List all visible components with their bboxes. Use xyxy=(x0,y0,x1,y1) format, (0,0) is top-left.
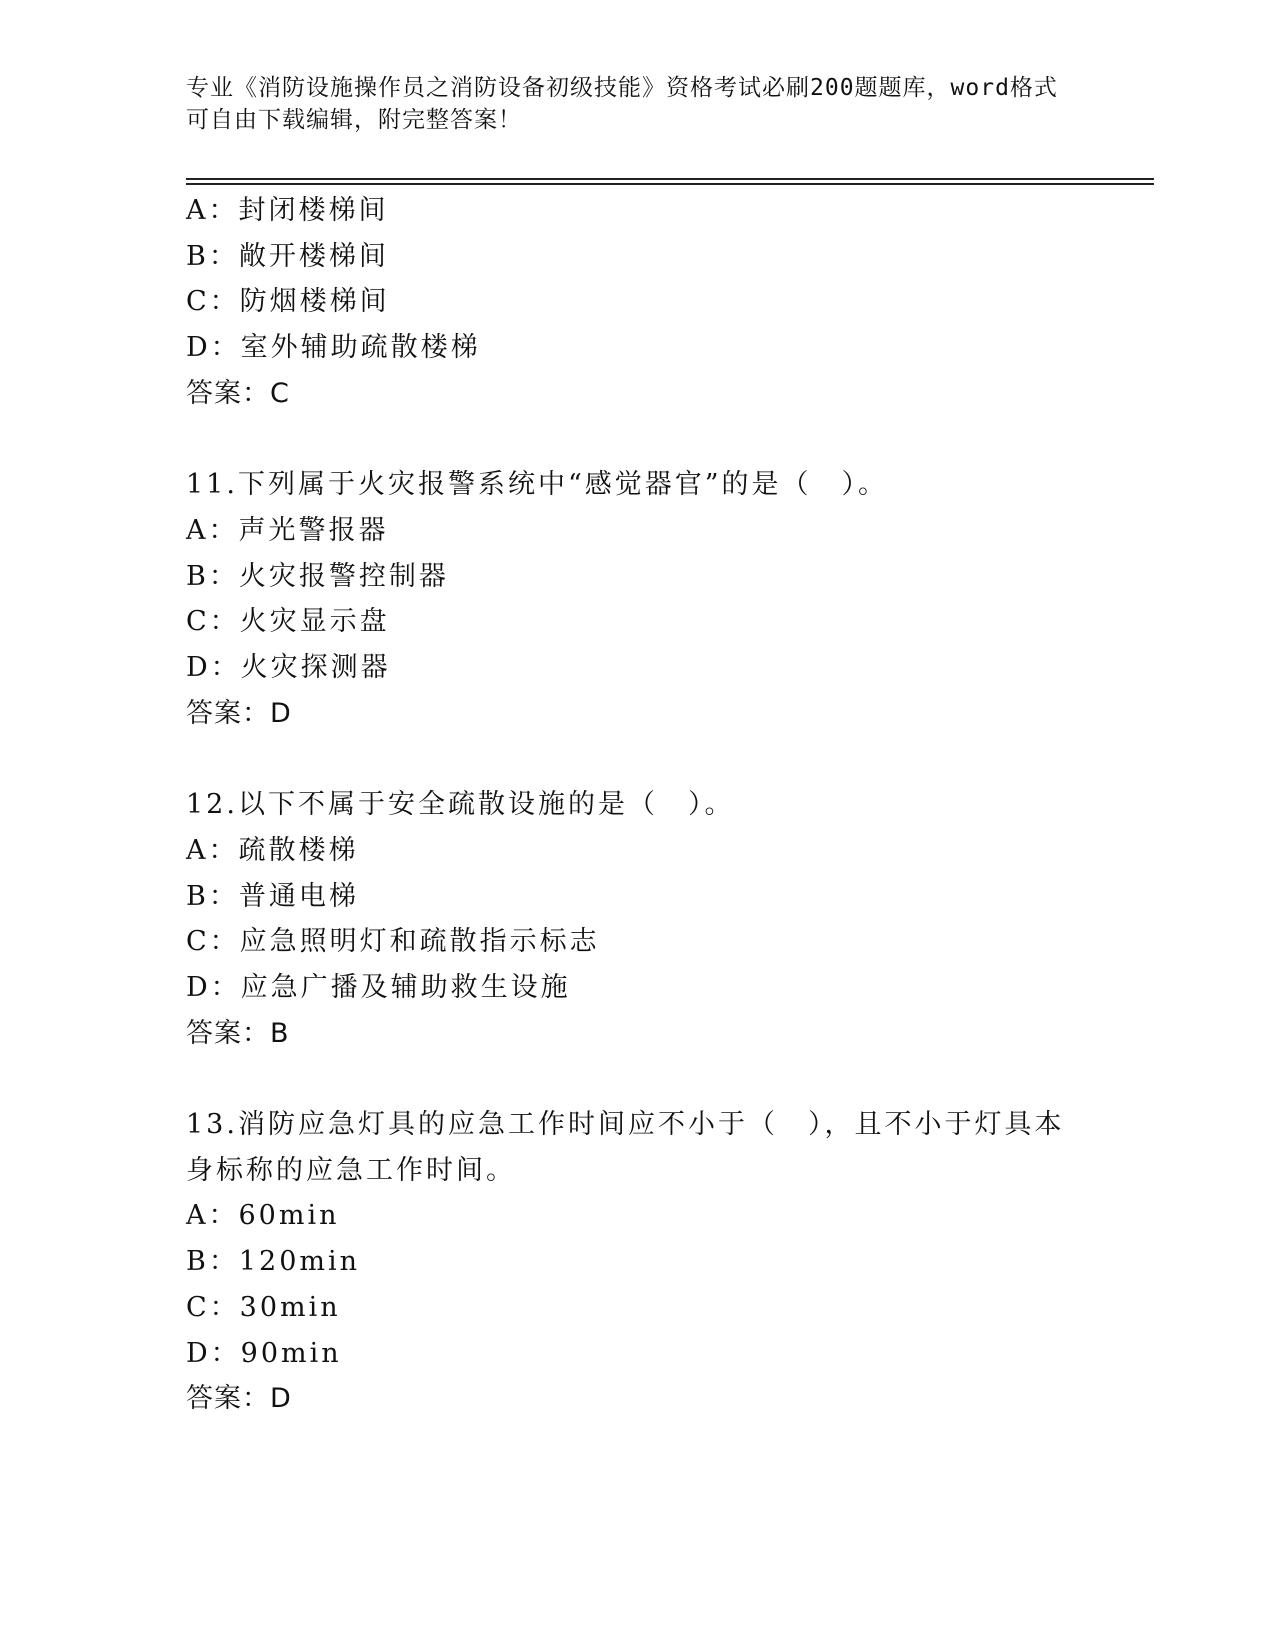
option-text: 封闭楼梯间 xyxy=(238,195,389,226)
option-a xyxy=(186,828,1086,874)
option-key: C： xyxy=(186,286,240,318)
option-text: 火灾报警控制器 xyxy=(238,560,449,592)
option-c xyxy=(186,279,1086,325)
option-key: A： xyxy=(186,834,239,866)
option-key: A： xyxy=(186,1200,239,1232)
option-key: B： xyxy=(186,560,239,592)
option-text: 普通电梯 xyxy=(238,880,359,912)
option-b xyxy=(186,874,1086,920)
option-a xyxy=(186,508,1086,554)
spacer xyxy=(186,417,1086,463)
option-a xyxy=(186,1193,1086,1239)
spacer xyxy=(186,736,1086,782)
option-text: 火灾探测器 xyxy=(240,652,391,684)
question-block xyxy=(186,462,1086,736)
option-text: 120min xyxy=(238,1246,361,1278)
option-text: 声光警报器 xyxy=(238,514,389,546)
option-key: D： xyxy=(186,1337,241,1369)
option-text: 敞开楼梯间 xyxy=(238,240,389,272)
option-text: 室外辅助疏散楼梯 xyxy=(240,332,481,364)
question-stem: 11.下列属于火灾报警系统中“感觉器官”的是（ ）。 xyxy=(186,469,889,501)
option-key: B： xyxy=(186,1246,239,1278)
option-text: 应急广播及辅助救生设施 xyxy=(240,971,571,1003)
option-d xyxy=(186,325,1086,371)
option-key: B： xyxy=(186,240,239,272)
option-d xyxy=(186,645,1086,691)
option-c xyxy=(186,1285,1086,1331)
option-key: D： xyxy=(186,652,241,684)
header-divider-top xyxy=(186,178,1154,180)
option-key: B： xyxy=(186,880,239,912)
option-text: 疏散楼梯 xyxy=(238,834,359,866)
answer-line: 答案：B xyxy=(186,1017,290,1049)
option-key: A： xyxy=(186,195,239,226)
option-text: 防烟楼梯间 xyxy=(239,286,390,318)
question-stem: 13.消防应急灯具的应急工作时间应不小于（ ），且不小于灯具本身标称的应急工作时间。 xyxy=(186,1109,1065,1186)
option-key: D： xyxy=(186,332,241,364)
spacer xyxy=(186,1056,1086,1102)
option-text: 60min xyxy=(238,1200,340,1232)
option-key: C： xyxy=(186,1291,240,1323)
answer-line: 答案：C xyxy=(186,377,290,409)
answer-line: 答案：D xyxy=(186,697,292,729)
document-header: 专业《消防设施操作员之消防设备初级技能》资格考试必刷200题题库，word格式可自由下载编辑，附完整答案！ xyxy=(186,75,1058,133)
question-block xyxy=(186,188,1086,417)
question-block xyxy=(186,1102,1086,1422)
option-text: 90min xyxy=(240,1337,342,1369)
option-c xyxy=(186,599,1086,645)
question-list xyxy=(186,188,1086,1422)
option-d xyxy=(186,1331,1086,1377)
answer-line: 答案：D xyxy=(186,1383,292,1415)
option-c xyxy=(186,919,1086,965)
header-divider-bottom xyxy=(186,183,1154,185)
option-b xyxy=(186,234,1086,280)
option-d xyxy=(186,965,1086,1011)
option-key: D： xyxy=(186,971,241,1003)
option-text: 应急照明灯和疏散指示标志 xyxy=(239,926,600,958)
option-key: C： xyxy=(186,926,240,958)
option-text: 30min xyxy=(239,1291,341,1323)
option-b xyxy=(186,554,1086,600)
question-block xyxy=(186,782,1086,1056)
question-stem: 12.以下不属于安全疏散设施的是（ ）。 xyxy=(186,789,735,821)
option-key: C： xyxy=(186,606,240,638)
option-key: A： xyxy=(186,514,239,546)
option-b xyxy=(186,1239,1086,1285)
option-a xyxy=(186,188,1086,234)
option-text: 火灾显示盘 xyxy=(239,606,390,638)
